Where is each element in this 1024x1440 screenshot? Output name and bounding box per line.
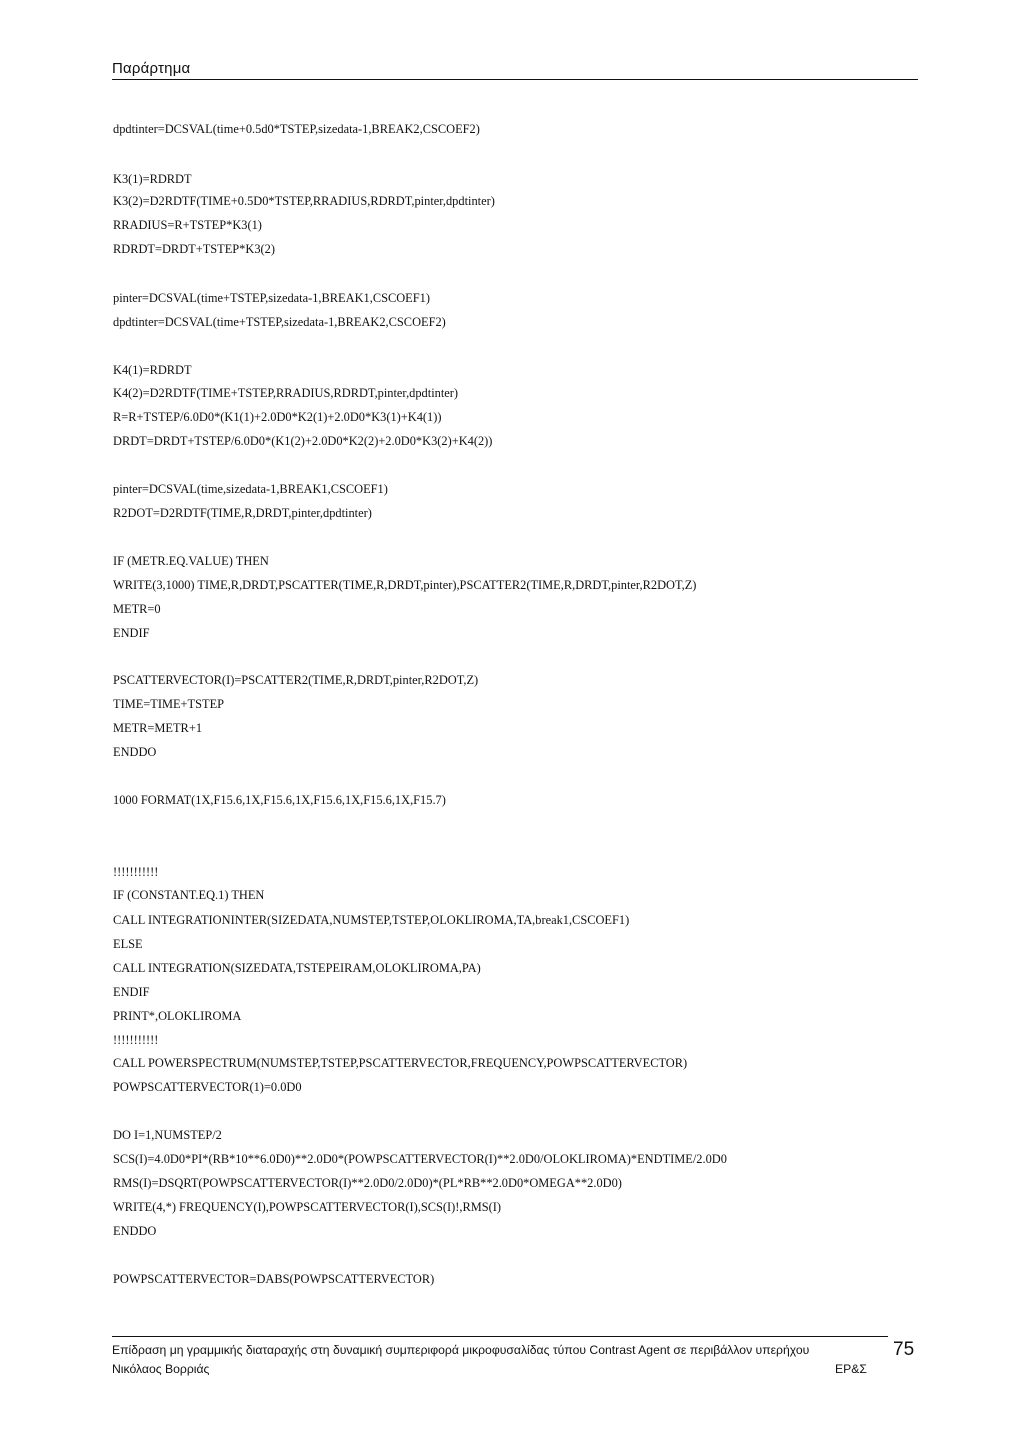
code-line: dpdtinter=DCSVAL(time+TSTEP,sizedata-1,BREAK2,CSCOEF2)	[113, 315, 446, 329]
code-line: !!!!!!!!!!!	[113, 865, 159, 879]
code-line: ELSE	[113, 937, 143, 951]
code-line: ENDDO	[113, 745, 157, 759]
footer-thesis-title: Επίδραση μη γραμμικής διαταραχής στη δυναμική συμπεριφορά μικροφυσαλίδας τύπου Contrast Agent σε περιβάλλον υπερήχου	[112, 1343, 810, 1357]
code-line: POWPSCATTERVECTOR=DABS(POWPSCATTERVECTOR)	[113, 1272, 435, 1286]
code-line: CALL INTEGRATION(SIZEDATA,TSTEPEIRAM,OLOKLIROMA,PA)	[113, 961, 481, 975]
code-line: dpdtinter=DCSVAL(time+0.5d0*TSTEP,sizedata-1,BREAK2,CSCOEF2)	[113, 122, 480, 136]
code-listing	[113, 0, 913, 1286]
code-line: pinter=DCSVAL(time+TSTEP,sizedata-1,BREAK1,CSCOEF1)	[113, 291, 430, 305]
code-line: SCS(I)=4.0D0*PI*(RB*10**6.0D0)**2.0D0*(POWPSCATTERVECTOR(I)**2.0D0/OLOKLIROMA)*ENDTIME/2.0D0	[113, 1152, 727, 1166]
code-line: TIME=TIME+TSTEP	[113, 697, 225, 711]
code-line: PSCATTERVECTOR(I)=PSCATTER2(TIME,R,DRDT,pinter,R2DOT,Z)	[113, 673, 479, 687]
code-line: !!!!!!!!!!!	[113, 1033, 159, 1047]
code-line: WRITE(4,*) FREQUENCY(I),POWPSCATTERVECTOR(I),SCS(I)!,RMS(I)	[113, 1200, 502, 1214]
code-line: METR=METR+1	[113, 721, 203, 735]
code-line: POWPSCATTERVECTOR(1)=0.0D0	[113, 1080, 302, 1094]
code-line: ENDIF	[113, 626, 150, 640]
code-line: pinter=DCSVAL(time,sizedata-1,BREAK1,CSCOEF1)	[113, 482, 388, 496]
code-line: CALL INTEGRATIONINTER(SIZEDATA,NUMSTEP,TSTEP,OLOKLIROMA,TA,break1,CSCOEF1)	[113, 913, 630, 927]
code-line: DRDT=DRDT+TSTEP/6.0D0*(K1(2)+2.0D0*K2(2)+2.0D0*K3(2)+K4(2))	[113, 434, 493, 448]
footer-abbreviation: ΕΡ&Σ	[835, 1362, 867, 1376]
code-line: CALL POWERSPECTRUM(NUMSTEP,TSTEP,PSCATTERVECTOR,FREQUENCY,POWPSCATTERVECTOR)	[113, 1056, 688, 1070]
code-line: K3(1)=RDRDT	[113, 172, 192, 186]
code-line: RMS(I)=DSQRT(POWPSCATTERVECTOR(I)**2.0D0/2.0D0)*(PL*RB**2.0D0*OMEGA**2.0D0)	[113, 1176, 622, 1190]
code-line: RRADIUS=R+TSTEP*K3(1)	[113, 218, 262, 232]
code-line: R2DOT=D2RDTF(TIME,R,DRDT,pinter,dpdtinter)	[113, 506, 372, 520]
code-line: K4(1)=RDRDT	[113, 363, 192, 377]
code-line: 1000 FORMAT(1X,F15.6,1X,F15.6,1X,F15.6,1X,F15.6,1X,F15.7)	[113, 793, 446, 807]
code-line: K4(2)=D2RDTF(TIME+TSTEP,RRADIUS,RDRDT,pinter,dpdtinter)	[113, 386, 459, 400]
code-line: R=R+TSTEP/6.0D0*(K1(1)+2.0D0*K2(1)+2.0D0*K3(1)+K4(1))	[113, 410, 442, 424]
code-line: ENDIF	[113, 985, 150, 999]
code-line: PRINT*,OLOKLIROMA	[113, 1009, 242, 1023]
code-line: ENDDO	[113, 1224, 157, 1238]
code-line: METR=0	[113, 602, 161, 616]
code-line: DO I=1,NUMSTEP/2	[113, 1128, 222, 1142]
footer-rule	[112, 1336, 888, 1337]
page-number: 75	[893, 1339, 915, 1360]
code-line: RDRDT=DRDT+TSTEP*K3(2)	[113, 242, 275, 256]
footer-author: Νικόλαος Βορριάς	[112, 1362, 210, 1376]
code-line: IF (CONSTANT.EQ.1) THEN	[113, 888, 265, 902]
code-line: WRITE(3,1000) TIME,R,DRDT,PSCATTER(TIME,R,DRDT,pinter),PSCATTER2(TIME,R,DRDT,pinter,R2DOT,Z)	[113, 578, 697, 592]
code-line: IF (METR.EQ.VALUE) THEN	[113, 554, 269, 568]
page-header-title: Παράρτημα	[112, 60, 191, 77]
code-line: K3(2)=D2RDTF(TIME+0.5D0*TSTEP,RRADIUS,RDRDT,pinter,dpdtinter)	[113, 194, 495, 208]
